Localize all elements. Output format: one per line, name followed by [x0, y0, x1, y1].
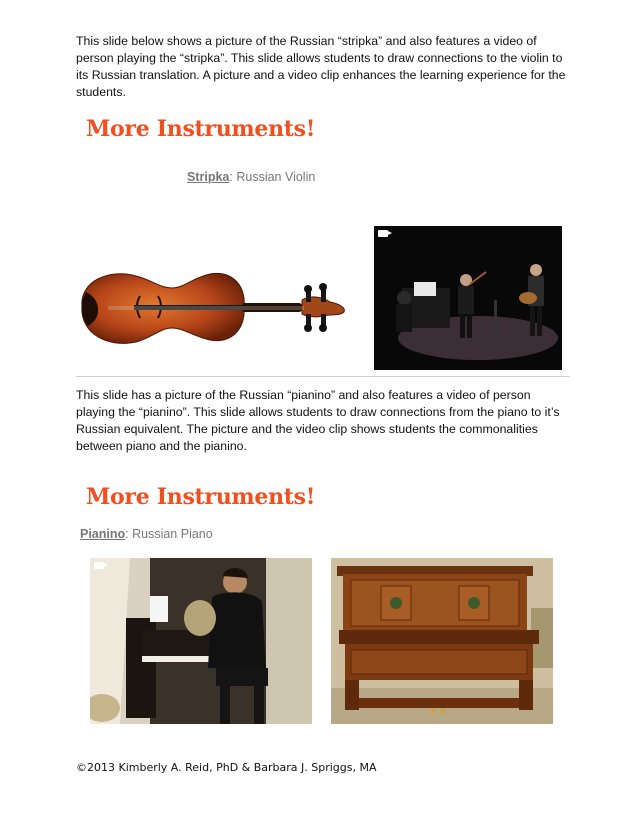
translation-violin: : Russian Violin: [229, 170, 316, 184]
violin-performance-video[interactable]: [374, 226, 562, 370]
video-camera-icon: [94, 562, 104, 569]
violin-picture: [74, 262, 354, 362]
copyright-footer: ©2013 Kimberly A. Reid, PhD & Barbara J. Spriggs, MA: [76, 761, 377, 774]
slide-subtitle-2: [80, 527, 213, 541]
translation-piano: : Russian Piano: [125, 527, 213, 541]
intro-paragraph-pianino: This slide has a picture of the Russian “pianino” and also features a video of person playing the “pianino”. This slide allows students to draw connections from the piano to it’s Russian equivalent. The picture and the video clip shows students the commonalities between piano and the pianino.: [76, 388, 560, 453]
video-camera-icon: [378, 230, 388, 237]
slide-title-1: More Instruments!: [86, 116, 316, 142]
upright-piano-picture: [331, 558, 553, 724]
term-stripka: Stripka: [187, 170, 230, 184]
term-pianino: Pianino: [80, 527, 126, 541]
pianist-video[interactable]: [90, 558, 312, 724]
intro-paragraph-stripka: This slide below shows a picture of the Russian “stripka” and also features a video of person playing the “stripka”. This slide allows students to draw connections to the violin to its Russian translation. A picture and a video clip enhances the learning experience for the students.: [76, 34, 566, 99]
slide-subtitle-1: [187, 170, 315, 184]
slide-title-2: More Instruments!: [86, 484, 316, 510]
section-divider: [76, 376, 570, 377]
